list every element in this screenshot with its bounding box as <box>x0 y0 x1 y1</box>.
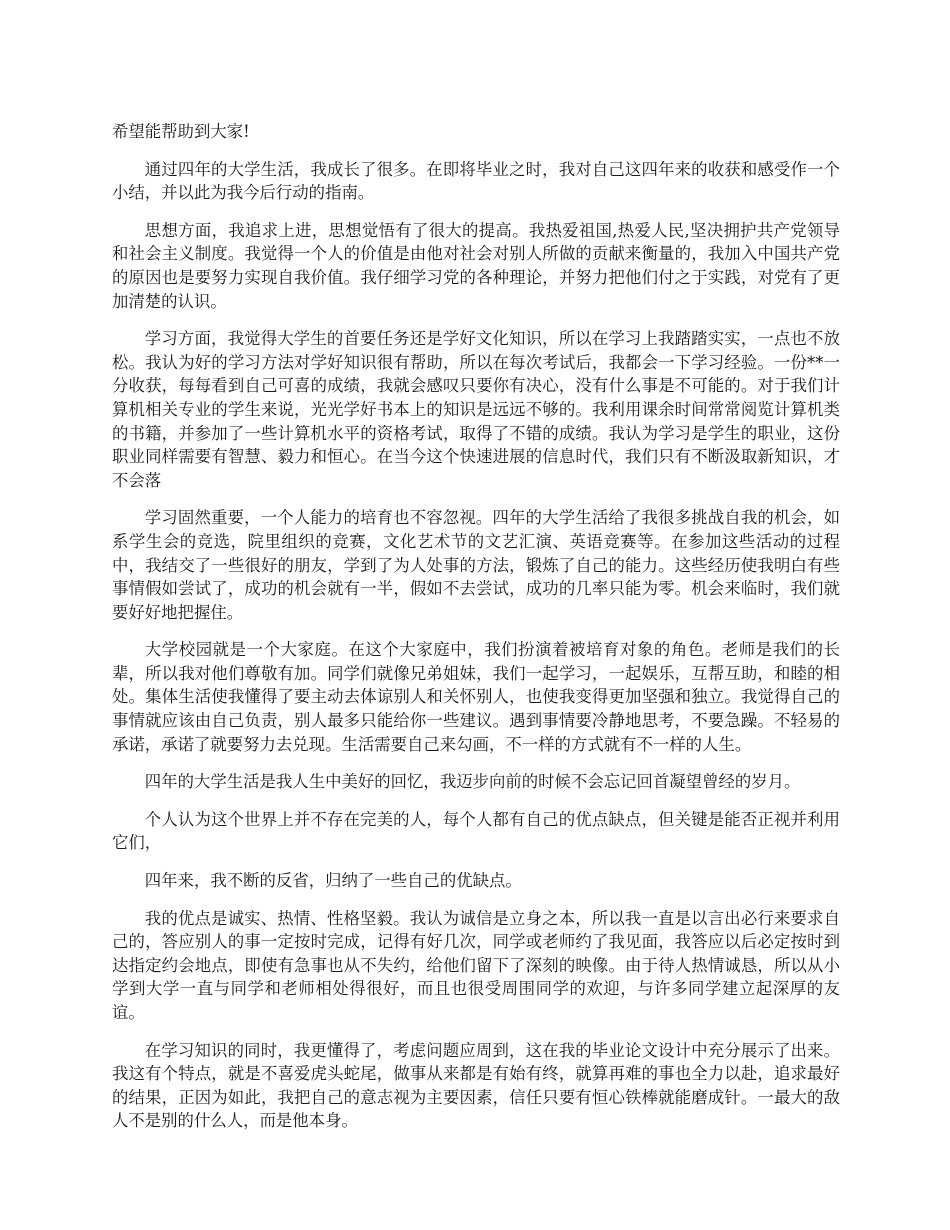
paragraph-strengths: 我的优点是诚实、热情、性格坚毅。我认为诚信是立身之本，所以我一直是以言出必行来要求自己的，答应别人的事一定按时完成，记得有好几次，同学或老师约了我见面，我答应以后必定按时到达指定约会地点，即使有急事也从不失约，给他们留下了深刻的映像。由于待人热情诚恳，所以从小学到大学一直与同学和老师相处得很好，而且也很受周围同学的欢迎，与许多同学建立起深厚的友谊。 <box>112 908 840 1022</box>
intro-line: 希望能帮助到大家! <box>112 122 250 141</box>
paragraph-overview: 通过四年的大学生活，我成长了很多。在即将毕业之时，我对自己这四年来的收获和感受作一个小结，并以此为我今后行动的指南。 <box>112 159 840 203</box>
paragraph-imperfection: 个人认为这个世界上并不存在完美的人，每个人都有自己的优点缺点，但关键是能否正视并利用它们， <box>112 809 840 853</box>
paragraph-ability: 学习固然重要，一个人能力的培育也不容忽视。四年的大学生活给了我很多挑战自我的机会，如系学生会的竞选，院里组织的竞赛，文化艺术节的文艺汇演、英语竞赛等。在参加这些活动的过程中，我结交了一些很好的朋友，学到了为人处事的方法，锻炼了自己的能力。这些经历使我明白有些事情假如尝试了，成功的机会就有一半，假如不去尝试，成功的几率只能为零。机会来临时，我们就要好好地把握住。 <box>112 508 840 622</box>
document-page <box>112 120 840 1147</box>
paragraph-memories: 四年的大学生活是我人生中美好的回忆，我迈步向前的时候不会忘记回首凝望曾经的岁月。 <box>144 772 801 792</box>
paragraph-reflection: 四年来，我不断的反省，归纳了一些自己的优缺点。 <box>144 871 522 891</box>
paragraph-study: 学习方面，我觉得大学生的首要任务还是学好文化知识，所以在学习上我踏踏实实，一点也不放松。我认为好的学习方法对学好知识很有帮助，所以在每次考试后，我都会一下学习经验。一份**一分收获，每每看到自己可喜的成绩，我就会感叹只要你有决心，没有什么事是不可能的。对于我们计算机相关专业的学生来说，光光学好书本上的知识是远远不够的。我利用课余时间常常阅览计算机类的书籍，并参加了一些计算机水平的资格考试，取得了不错的成绩。我认为学习是学生的职业，这份职业同样需要有智慧、毅力和恒心。在当今这个快速进展的信息时代，我们只有不断汲取新知识，才不会落 <box>112 329 840 490</box>
paragraph-campus-life: 大学校园就是一个大家庭。在这个大家庭中，我们扮演着被培育对象的角色。老师是我们的长辈，所以我对他们尊敬有加。同学们就像兄弟姐妹，我们一起学习，一起娱乐，互帮互助，和睦的相处。集体生活使我懂得了要主动去体谅别人和关怀别人，也使我变得更加坚强和独立。我觉得自己的事情就应该由自己负责，别人最多只能给你一些建议。遇到事情要冷静地思考，不要急躁。不轻易的承诺，承诺了就要努力去兑现。生活需要自己来勾画，不一样的方式就有不一样的人生。 <box>112 640 840 754</box>
paragraph-ideology: 思想方面，我追求上进，思想觉悟有了很大的提高。我热爱祖国,热爱人民,坚决拥护共产党领导和社会主义制度。我觉得一个人的价值是由他对社会对别人所做的贡献来衡量的，我加入中国共产党的原因也是要努力实现自我价值。我仔细学习党的各种理论，并努力把他们付之于实践，对党有了更加清楚的认识。 <box>112 220 840 311</box>
paragraph-perseverance: 在学习知识的同时，我更懂得了，考虑问题应周到，这在我的毕业论文设计中充分展示了出来。我这有个特点，就是不喜爱虎头蛇尾，做事从来都是有始有终，就算再难的事也全力以赴，追求最好的结果，正因为如此，我把自己的意志视为主要因素，信任只要有恒心铁棒就能磨成针。一最大的敌人不是别的什么人，而是他本身。 <box>112 1040 840 1131</box>
